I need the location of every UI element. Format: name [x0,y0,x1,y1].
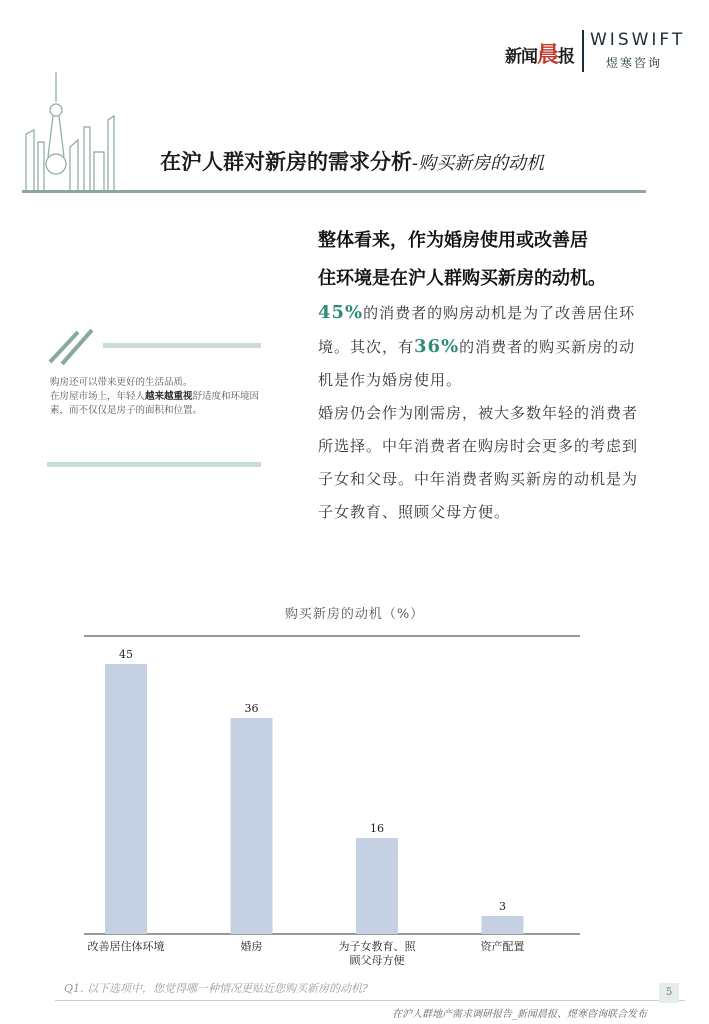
percentage-highlight: 36% [414,336,460,357]
footer-credit: 在沪人群地产需求调研报告_新闻晨报、煜寒咨询联合发布 [392,1009,647,1020]
page-number: 5 [659,983,679,1003]
category-label-4: 资产配置 [480,940,525,953]
bar-3 [356,838,398,934]
page-title: 在沪人群对新房的需求分析-购买新房的动机 [160,149,545,174]
data-label-2: 36 [244,702,259,715]
bar-2 [231,718,273,934]
quote-text: 购房还可以带来更好的生活品质。 在房屋市场上，年轻人越来越重视舒适度和环境因素，而不仅仅是房子的面积和位置。 [50,377,260,416]
category-label-2: 婚房 [240,940,263,953]
headline: 整体看来，作为婚房使用或改善居 住环境是在沪人群购买新房的动机。 [318,230,606,289]
category-label-3: 顾父母方便 [349,954,405,967]
paragraph-2: 婚房仍会作为刚需房，被大多数年轻的消费者所选择。中年消费者在购房时会更多的考虑到子女和父母。中年消费者购买新房的动机是为子女教育、照顾父母方便。 [318,404,639,521]
category-label-3: 为子女教育、照 [338,940,416,953]
category-label-1: 改善居住体环境 [87,940,165,953]
wiswift-logo-subtitle: 煜寒咨询 [606,56,663,70]
percentage-highlight: 45% [318,302,364,323]
question-footnote: Q1. 以下选项中，您觉得哪一种情况更贴近您购买新房的动机? [64,982,368,995]
bar-4 [482,916,524,934]
xinwen-chenbao-logo: 新闻晨报 [505,42,575,68]
paragraph-1: 45%的消费者的购房动机是为了改善居住环境。其次，有36%的消费者的购买新房的动机是作为婚房使用。 [318,302,636,389]
bar-1 [105,664,147,934]
data-label-1: 45 [119,648,133,661]
wiswift-logo: WISWIFT [590,30,686,50]
chart-title: 购买新房的动机（%） [284,607,425,622]
data-label-4: 3 [499,900,506,913]
footer-rule [55,1000,685,1001]
data-label-3: 16 [370,822,384,835]
